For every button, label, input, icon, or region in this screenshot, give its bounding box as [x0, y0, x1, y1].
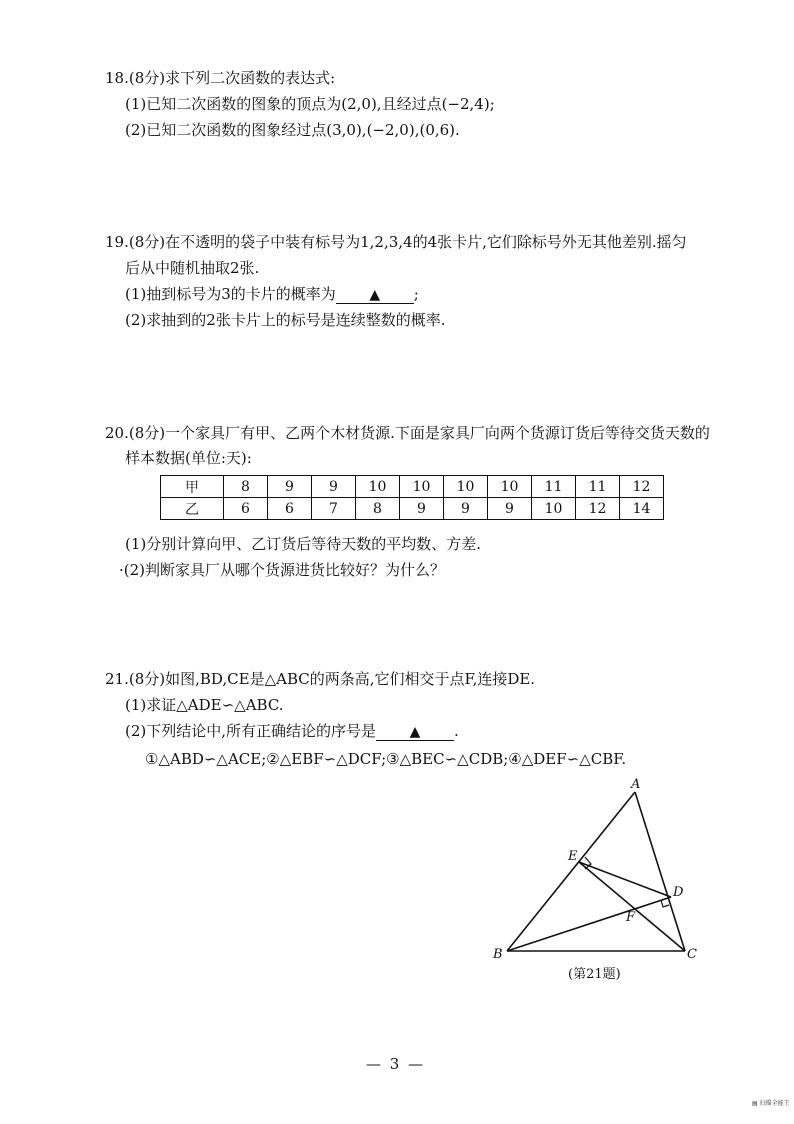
table-row-label: 乙: [161, 498, 224, 520]
q20-part2: ·(2)判断家具厂从哪个货源进货比较好？为什么？: [119, 561, 446, 579]
q20-stem-line1: 20.(8分)一个家具厂有甲、乙两个木材货源.下面是家具厂向两个货源订货后等待交货天数的: [105, 424, 710, 442]
table-cell: 6: [224, 498, 268, 520]
scanner-watermark: ▤ 扫描全能王: [752, 1100, 790, 1107]
altitude-bd: [507, 897, 671, 951]
table-row: [161, 498, 664, 520]
vertex-label-c: C: [687, 947, 697, 962]
table-cell: 10: [444, 476, 488, 498]
table-cell: 10: [532, 498, 576, 520]
table-cell: 12: [620, 476, 664, 498]
vertex-label-e: E: [568, 849, 578, 864]
table-cell: 11: [532, 476, 576, 498]
table-cell: 9: [312, 476, 356, 498]
q19-part1-text: (1)抽到标号为3的卡片的概率为: [125, 285, 336, 303]
q18-part1: (1)已知二次函数的图象的顶点为(2,0),且经过点(−2,4);: [125, 95, 495, 113]
q20-part1: (1)分别计算向甲、乙订货后等待天数的平均数、方差.: [125, 535, 482, 553]
q21-part2: [125, 721, 459, 741]
q21-part2-end: .: [454, 722, 459, 740]
q20-stem-line2: 样本数据(单位:天):: [125, 449, 252, 467]
table-cell: 10: [356, 476, 400, 498]
vertex-label-d: D: [673, 885, 684, 900]
q19-part2: (2)求抽到的2张卡片上的标号是连续整数的概率.: [125, 311, 446, 329]
triangle-figure: [490, 776, 720, 986]
table-cell: 9: [444, 498, 488, 520]
q18-part2: (2)已知二次函数的图象经过点(3,0),(−2,0),(0,6).: [125, 121, 460, 139]
q21-options: ①△ABD∽△ACE;②△EBF∽△DCF;③△BEC∽△CDB;④△DEF∽△CBF.: [145, 750, 627, 768]
figure-caption: (第21题): [568, 967, 621, 982]
table-cell: 10: [488, 476, 532, 498]
q19-stem-line2: 后从中随机抽取2张.: [125, 259, 260, 277]
segment-de: [579, 862, 671, 897]
table-cell: 7: [312, 498, 356, 520]
table-cell: 11: [576, 476, 620, 498]
table-cell: 12: [576, 498, 620, 520]
vertex-label-a: A: [631, 777, 641, 792]
table-cell: 14: [620, 498, 664, 520]
table-cell: 6: [268, 498, 312, 520]
table-cell: 8: [224, 476, 268, 498]
q21-answer-blank: [376, 723, 454, 741]
side-ab: [507, 792, 635, 951]
q19-part1-end: ;: [413, 285, 419, 303]
page-number: — 3 —: [366, 1055, 426, 1073]
vertex-label-b: B: [493, 947, 503, 962]
q20-data-table: [160, 475, 664, 520]
q19-answer-blank: [336, 286, 414, 304]
q21-stem: 21.(8分)如图,BD,CE是△ABC的两条高,它们相交于点F,连接DE.: [105, 670, 536, 688]
table-cell: 9: [488, 498, 532, 520]
table-row: [161, 476, 664, 498]
table-cell: 8: [356, 498, 400, 520]
right-angle-d-icon: [661, 900, 669, 907]
altitude-ce: [579, 862, 685, 951]
answer-marker-icon: ▲: [409, 724, 421, 740]
table-cell: 9: [268, 476, 312, 498]
q21-part1: (1)求证△ADE∽△ABC.: [125, 696, 284, 714]
q19-part1: [125, 284, 419, 304]
q21-part2-text: (2)下列结论中,所有正确结论的序号是: [125, 722, 377, 740]
side-ac: [635, 792, 685, 951]
q19-stem-line1: 19.(8分)在不透明的袋子中装有标号为1,2,3,4的4张卡片,它们除标号外无其他差别.摇匀: [105, 233, 687, 251]
table-cell: 10: [400, 476, 444, 498]
q18-stem: 18.(8分)求下列二次函数的表达式:: [105, 69, 336, 87]
table-row-label: 甲: [161, 476, 224, 498]
point-label-f: F: [626, 910, 636, 925]
answer-marker-icon: ▲: [369, 287, 381, 303]
table-cell: 9: [400, 498, 444, 520]
